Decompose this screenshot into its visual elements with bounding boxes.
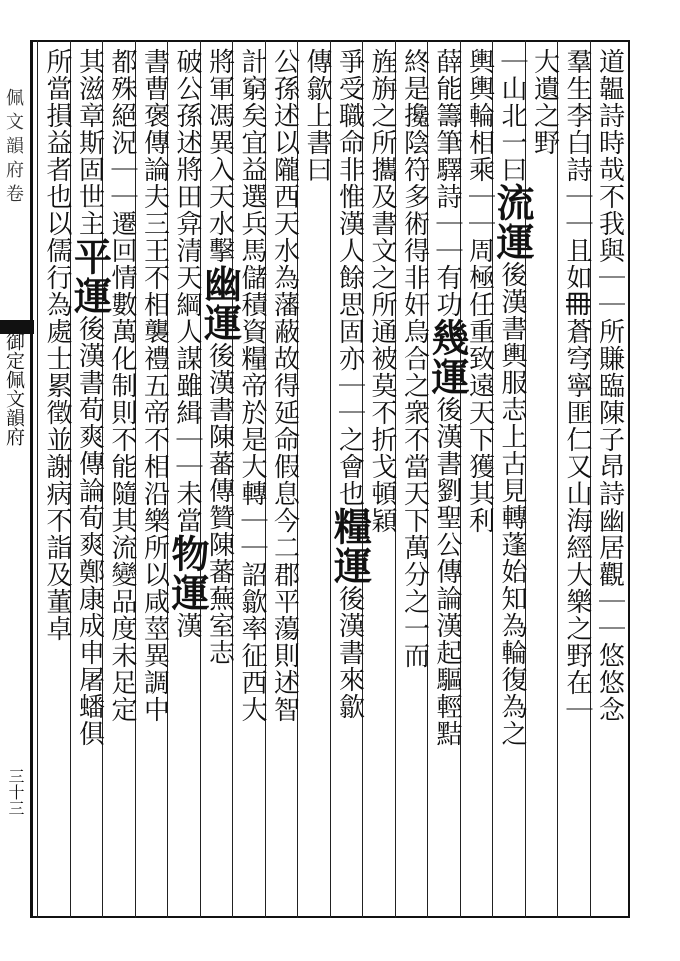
column-text: 爭受職命非惟漢人餘思固亦｜｜之會也 bbox=[334, 48, 365, 507]
column-text: 後漢書劉聖公傳論漢起驅輕黠 bbox=[432, 396, 462, 747]
text-column bbox=[165, 48, 210, 910]
entry-heading: 幾運 bbox=[425, 318, 470, 396]
column-text: 計窮矣宜益選兵馬儲積資糧帝於是大轉｜｜詔歙率征西大 bbox=[237, 48, 267, 723]
column-text: 傳歙上書曰 bbox=[302, 48, 332, 183]
text-column bbox=[266, 48, 304, 910]
entry-heading: 流運 bbox=[490, 183, 535, 261]
column-text: 公孫述以隴西天水為藩蔽故得延命假息今二郡平蕩則述智 bbox=[269, 48, 300, 723]
text-column bbox=[197, 48, 243, 910]
text-column bbox=[490, 48, 535, 910]
text-column bbox=[103, 48, 141, 910]
text-column bbox=[38, 48, 76, 910]
column-text: 薛能籌筆驛詩｜｜有功 bbox=[432, 48, 462, 318]
text-column bbox=[461, 48, 499, 910]
column-text: 道韞詩時哉不我與｜｜所賺臨陳子昂詩幽居觀｜｜悠悠念 bbox=[594, 48, 625, 723]
column-text: 後漢書陳蕃傳贊陳蕃蕪室志 bbox=[204, 342, 235, 666]
page-number: 三十三 bbox=[6, 768, 25, 816]
column-text: 將軍馮異入天水擊 bbox=[204, 48, 235, 264]
entry-heading: 幽運 bbox=[197, 264, 243, 342]
margin-top-text: 佩文韻府卷 bbox=[3, 88, 24, 208]
text-column bbox=[396, 48, 434, 910]
column-text: 後漢書輿服志上古見轉蓬始知為輪復為之 bbox=[497, 261, 527, 747]
text-column bbox=[233, 48, 271, 910]
column-text: 以儒行為處士累徵並謝病不詣及董卓 bbox=[42, 210, 72, 642]
column-text: 所當損益者也 bbox=[42, 48, 72, 210]
entry-heading: 物運 bbox=[165, 534, 210, 612]
text-column bbox=[363, 48, 401, 910]
text-column bbox=[136, 48, 174, 910]
column-text: 旌旃之所攜及書文之所通被莫不折戈頓 bbox=[367, 48, 397, 507]
page-margin bbox=[0, 40, 30, 918]
text-column bbox=[591, 48, 629, 910]
column-text: 後漢書來歙 bbox=[334, 585, 365, 720]
column-text: 書曹褒傳論夫三王不相襲禮五帝不相沿樂所以咸莖異調中 bbox=[139, 48, 170, 723]
column-text: 都殊絕況｜｜遷回情數萬化制則不能隨其流變品度未足定 bbox=[107, 48, 137, 723]
column-text: ｜山北一曰 bbox=[497, 48, 527, 183]
text-column bbox=[526, 48, 564, 910]
column-text: 穎 bbox=[367, 507, 397, 534]
column-text: 漢 bbox=[172, 612, 202, 639]
text-column bbox=[558, 48, 596, 910]
column-text: 終是攙陰符多術得非奸 bbox=[399, 48, 430, 318]
book-title: 御定佩文韻府 bbox=[3, 332, 25, 446]
column-text: 輿輿輪相乘｜｜周極任重致遠天下獲其利 bbox=[464, 48, 495, 534]
column-text: 其滋章斯固世主 bbox=[74, 48, 105, 237]
text-column bbox=[327, 48, 373, 910]
column-text: 烏合之衆不當天下萬分之一而 bbox=[399, 318, 430, 669]
text-column bbox=[298, 48, 336, 910]
column-text: 清天綱人謀雖緝｜｜未當 bbox=[172, 237, 202, 534]
column-text: 後漢書荀爽傳論荀爽鄭康成申屠蟠俱 bbox=[74, 315, 105, 747]
text-column bbox=[425, 48, 470, 910]
column-text: 破公孫述將田弇 bbox=[172, 48, 202, 237]
column-text: 羣生李白詩｜｜且如𠕋蒼穹寧匪仁又山海經大樂之野在｜ bbox=[562, 48, 592, 723]
entry-heading: 糧運 bbox=[327, 507, 373, 585]
column-text: 大遺之野 bbox=[529, 48, 560, 156]
entry-heading: 平運 bbox=[67, 237, 113, 315]
text-column bbox=[67, 48, 113, 910]
